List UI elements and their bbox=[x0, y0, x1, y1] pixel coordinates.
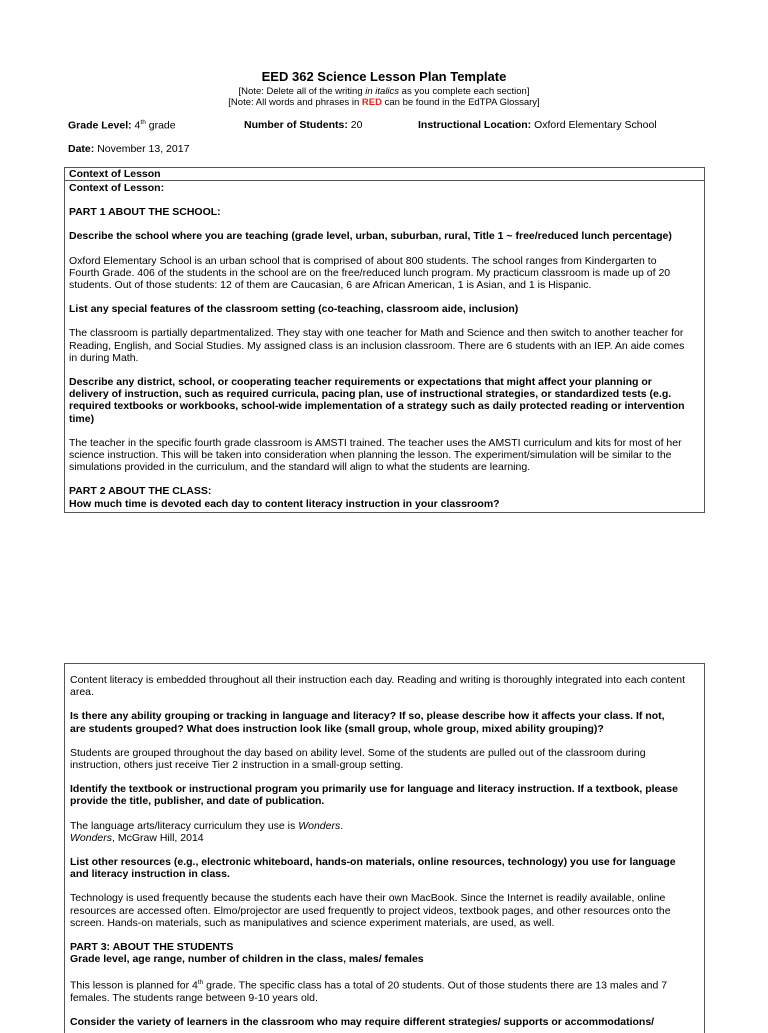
answer-demographics: This lesson is planned for 4th grade. The specific class has a total of 20 students. Out of those students there are 13 males and 7 bbox=[70, 979, 668, 992]
question-resources-line: and literacy instruction in class. bbox=[70, 868, 230, 881]
question-demographics: Grade level, age range, number of children in the class, males/ females bbox=[70, 953, 424, 966]
answer-resources-line: Technology is used frequently because the students each have their own MacBook. Since the Internet is readily available, online bbox=[70, 892, 666, 905]
answer-literacy-time-line: Content literacy is embedded throughout all their instruction each day. Reading and writing is thoroughly integrated into each content bbox=[70, 674, 686, 686]
question-requirements-line: delivery of instruction, such as required curricula, pacing plan, use of instructional strategies, or standardized tests (e.g. bbox=[69, 388, 672, 401]
class-details-box bbox=[64, 663, 705, 1033]
lesson-date: Date: November 13, 2017 bbox=[68, 143, 190, 155]
answer-literacy-time-line: area. bbox=[70, 686, 94, 699]
page-title: EED 362 Science Lesson Plan Template bbox=[261, 69, 507, 84]
question-textbook-line: Identify the textbook or instructional program you primarily use for language and literacy instruction. If a textbook, please bbox=[70, 783, 678, 796]
answer-school-line: Fourth Grade. 406 of the students in the school are on the free/reduced lunch program. My practicum classroom is made up of 20 bbox=[69, 266, 671, 279]
question-literacy-time: How much time is devoted each day to content literacy instruction in your classroom? bbox=[69, 497, 500, 510]
answer-classroom-line: Reading, English, and Social Studies. My assigned class is an inclusion classroom. There are 6 students with an IEP. An aide comes bbox=[69, 339, 685, 352]
question-grouping-line: Is there any ability grouping or tracking in language and literacy? If so, please describe how it affects your class. If not, bbox=[70, 710, 665, 723]
part1-heading: PART 1 ABOUT THE SCHOOL: bbox=[69, 206, 221, 219]
answer-school-line: Oxford Elementary School is an urban school that is comprised of about 800 students. The school ranges from Kindergarten to bbox=[69, 254, 657, 267]
answer-grouping-line: Students are grouped throughout the day based on ability level. Some of the students are pulled out of the classroom during bbox=[70, 746, 646, 759]
context-header: Context of Lesson bbox=[65, 168, 704, 181]
answer-classroom-line: The classroom is partially departmentalized. They stay with one teacher for Math and Science and then switch to another teacher for bbox=[69, 327, 684, 340]
note-glossary: [Note: All words and phrases in RED can be found in the EdTPA Glossary] bbox=[228, 97, 540, 108]
question-resources-line: List other resources (e.g., electronic whiteboard, hands-on materials, online resources, technology) you use for language bbox=[70, 856, 676, 869]
question-requirements-line: Describe any district, school, or cooperating teacher requirements or expectations that might affect your planning or bbox=[69, 376, 652, 389]
question-requirements-line: time) bbox=[69, 412, 95, 425]
answer-requirements-line: simulations provided in the curriculum, and the standard will align to what the students are learning. bbox=[69, 461, 531, 474]
grade-level: Grade Level: 4th grade bbox=[68, 119, 176, 132]
answer-resources-line: resources are accessed often. Elmo/projector are used frequently to project videos, textbook pages, and other resources onto the bbox=[70, 904, 671, 917]
answer-demographics-line2: females. The students range between 9-10 years old. bbox=[70, 992, 318, 1005]
answer-grouping-line: instruction, others just receive Tier 2 instruction in a small-group setting. bbox=[70, 759, 404, 772]
context-of-lesson-box bbox=[64, 167, 705, 513]
answer-classroom-line: in during Math. bbox=[69, 351, 139, 364]
number-of-students: Number of Students: 20 bbox=[244, 119, 363, 131]
question-learners: Consider the variety of learners in the classroom who may require different strategies/ supports or accommodations/ bbox=[70, 1016, 655, 1029]
answer-requirements-line: The teacher in the specific fourth grade classroom is AMSTI trained. The teacher uses the AMSTI curriculum and kits for most of her bbox=[69, 436, 682, 449]
answer-school-line: students. Out of those students: 12 of them are Caucasian, 6 are African American, 1 is Asian, and 1 is Hispanic. bbox=[69, 279, 592, 292]
question-requirements-line: required textbooks or workbooks, school-wide implementation of a strategy such as daily protected reading or intervention bbox=[69, 400, 685, 413]
answer-textbook: The language arts/literacy curriculum they use is Wonders. bbox=[70, 819, 344, 832]
answer-requirements-line: science instruction. This will be taken into consideration when planning the lesson. The experiment/simulation will be similar to the bbox=[69, 449, 672, 462]
answer-resources-line: screen. Hands-on materials, such as manipulatives and science experiment materials, are used, as well. bbox=[70, 916, 555, 929]
note-italics: [Note: Delete all of the writing in italics as you complete each section] bbox=[238, 86, 530, 97]
question-grouping-line: are students grouped? What does instruction look like (small group, whole group, mixed ability grouping)? bbox=[70, 722, 604, 735]
answer-textbook-citation: Wonders, McGraw Hill, 2014 bbox=[70, 831, 204, 844]
part2-heading: PART 2 ABOUT THE CLASS: bbox=[69, 485, 212, 498]
question-classroom: List any special features of the classroom setting (co-teaching, classroom aide, inclusion) bbox=[69, 303, 519, 316]
context-subheader: Context of Lesson: bbox=[69, 182, 165, 194]
question-school: Describe the school where you are teaching (grade level, urban, suburban, rural, Title 1 ~ free/reduced lunch percentage) bbox=[69, 230, 672, 243]
part3-heading: PART 3: ABOUT THE STUDENTS bbox=[70, 941, 234, 954]
question-textbook-line: provide the title, publisher, and date of publication. bbox=[70, 795, 325, 808]
instructional-location: Instructional Location: Oxford Elementary School bbox=[418, 119, 657, 131]
